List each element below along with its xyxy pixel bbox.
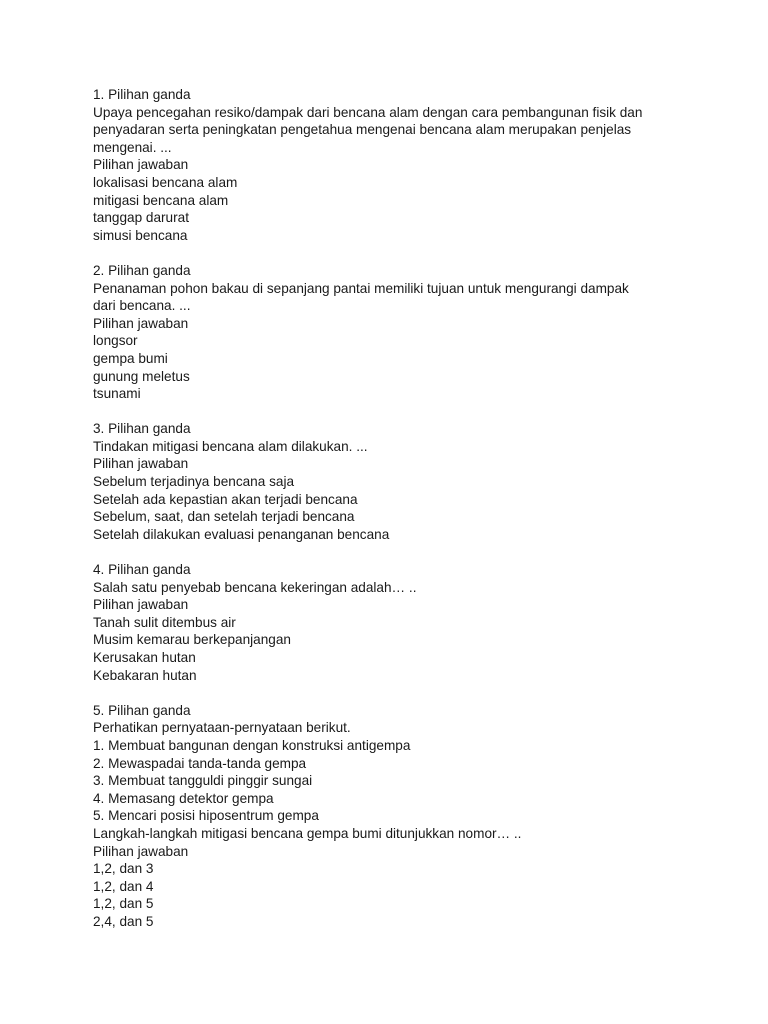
question-heading: 1. Pilihan ganda [93,87,191,102]
question-heading: 3. Pilihan ganda [93,421,191,437]
answers-label: Pilihan jawaban [93,456,189,472]
question-2 [93,262,693,403]
question-text: Perhatikan pernyataan-pernyataan berikut. [93,720,351,736]
question-text: Tindakan mitigasi bencana alam dilakukan. ... [93,438,368,454]
question-text: 1. Membuat bangunan dengan konstruksi antigempa [93,737,411,753]
question-heading: 4. Pilihan ganda [93,562,191,578]
answer-option: longsor [93,333,138,349]
question-3 [93,420,693,543]
answer-option: Setelah dilakukan evaluasi penanganan bencana [93,526,390,542]
answer-option: Tanah sulit ditembus air [93,614,236,630]
answers-label: Pilihan jawaban [93,843,189,859]
answers-label: Pilihan jawaban [93,597,189,613]
question-text: dari bencana. ... [93,298,191,314]
question-4 [93,561,693,684]
question-text: Salah satu penyebab bencana kekeringan adalah… .. [93,579,417,595]
answer-option: Sebelum, saat, dan setelah terjadi bencana [93,509,355,525]
answer-option: Setelah ada kepastian akan terjadi bencana [93,491,358,507]
answer-option: tanggap darurat [93,210,189,226]
answer-option: Kebakaran hutan [93,667,197,683]
answers-label: Pilihan jawaban [93,315,189,331]
question-text: Penanaman pohon bakau di sepanjang pantai memiliki tujuan untuk mengurangi dampak [93,280,629,296]
question-text: Upaya pencegahan resiko/dampak dari bencana alam dengan cara pembangunan fisik dan [93,104,643,120]
question-5 [93,702,693,931]
answer-option: gempa bumi [93,350,168,366]
answer-option: lokalisasi bencana alam [93,174,238,190]
question-text: penyadaran serta peningkatan pengetahua mengenai bencana alam merupakan penjelas [93,122,632,138]
answer-option: tsunami [93,386,141,402]
answer-option: gunung meletus [93,368,190,384]
question-heading: 5. Pilihan ganda [93,702,191,718]
question-heading: 2. Pilihan ganda [93,262,191,278]
question-text: 5. Mencari posisi hiposentrum gempa [93,808,319,824]
answer-option: mitigasi bencana alam [93,192,229,208]
question-text: 4. Memasang detektor gempa [93,790,274,806]
answers-label: Pilihan jawaban [93,157,189,173]
question-text: Langkah-langkah mitigasi bencana gempa bumi ditunjukkan nomor… .. [93,825,522,841]
document-page [93,86,693,948]
answer-option: simusi bencana [93,227,188,243]
question-text: 3. Membuat tangguldi pinggir sungai [93,773,313,789]
answer-option: Kerusakan hutan [93,650,196,665]
question-text: mengenai. ... [93,139,172,155]
question-1 [93,86,693,244]
answer-option: 1,2, dan 3 [93,861,154,877]
answer-option: 1,2, dan 4 [93,878,154,894]
question-text: 2. Mewaspadai tanda-tanda gempa [93,755,307,771]
answer-option: Musim kemarau berkepanjangan [93,632,291,648]
answer-option: 1,2, dan 5 [93,896,154,912]
answer-option: Sebelum terjadinya bencana saja [93,474,295,490]
answer-option: 2,4, dan 5 [93,913,154,929]
